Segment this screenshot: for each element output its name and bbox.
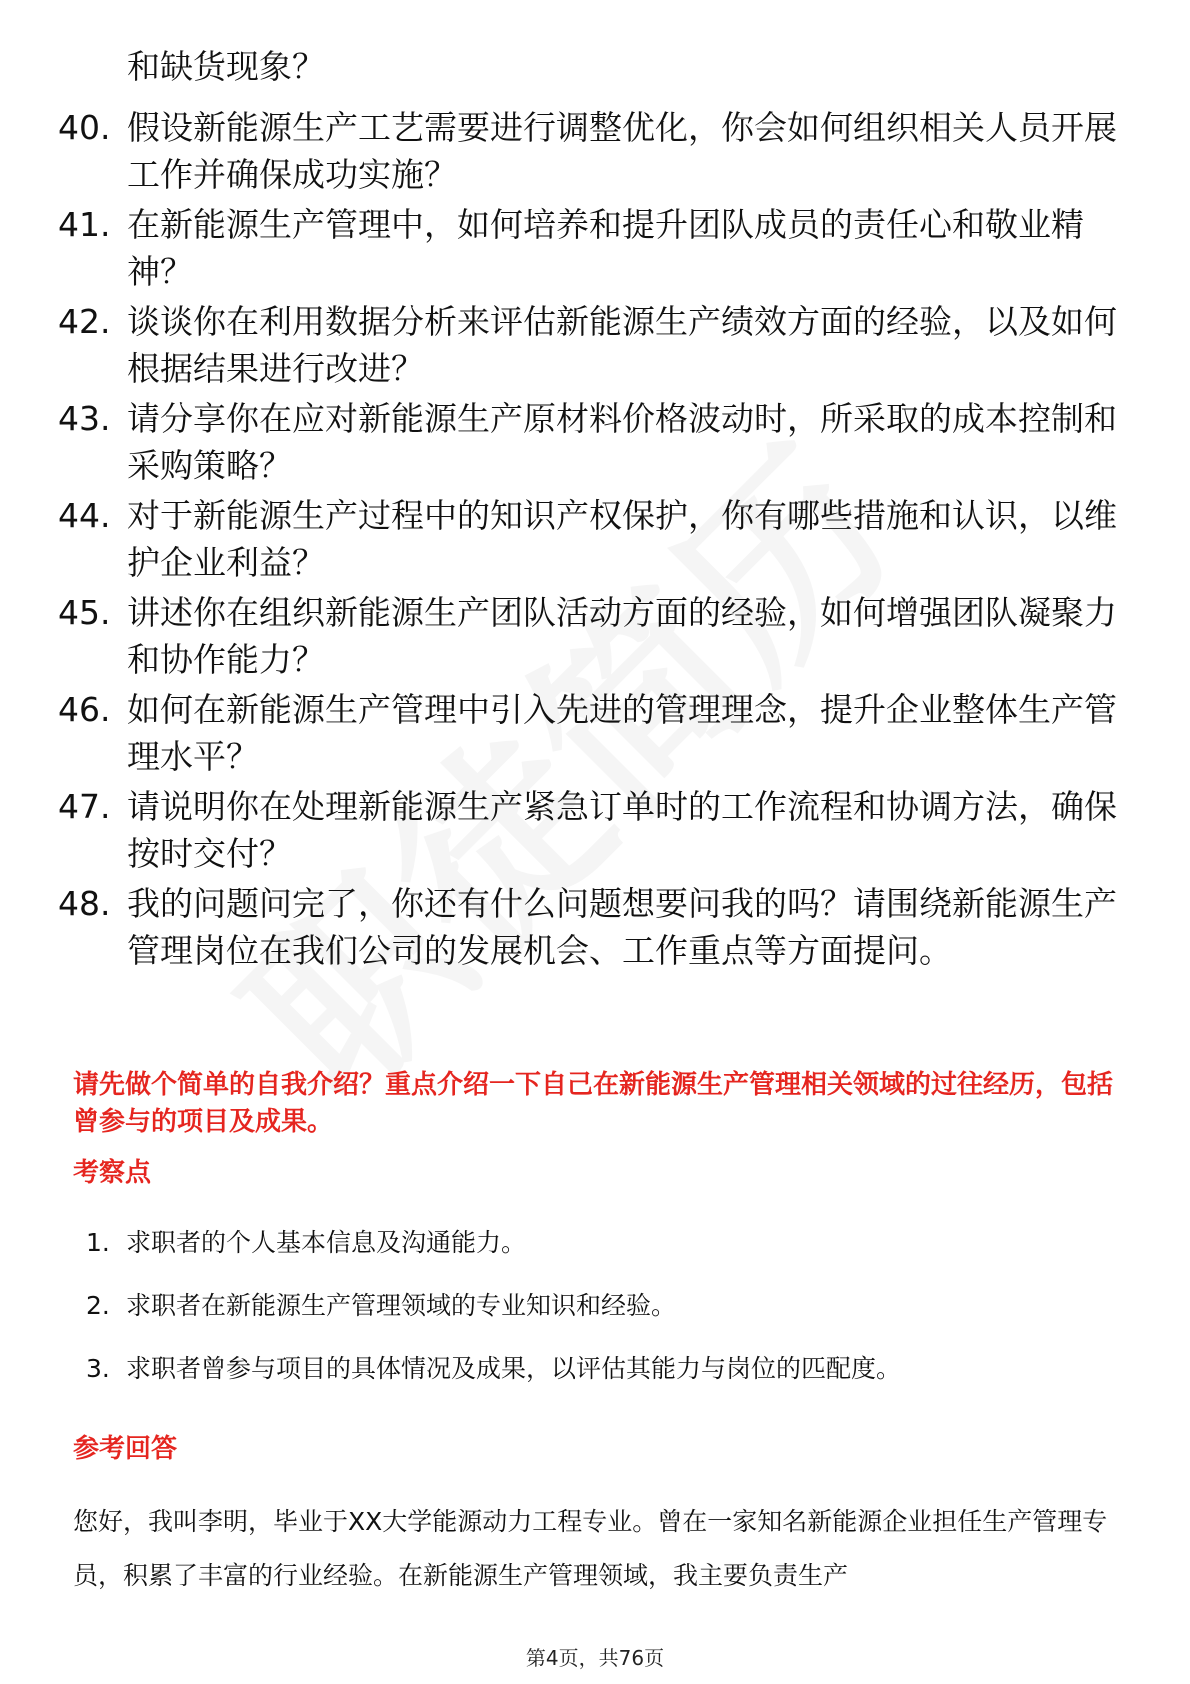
question-text: 如何在新能源生产管理中引入先进的管理理念，提升企业整体生产管理水平？	[127, 690, 1117, 776]
question-text: 对于新能源生产过程中的知识产权保护，你有哪些措施和认识，以维护企业利益？	[127, 496, 1117, 582]
question-text: 在新能源生产管理中，如何培养和提升团队成员的责任心和敬业精神？	[127, 205, 1084, 291]
question-text: 假设新能源生产工艺需要进行调整优化，你会如何组织相关人员开展工作并确保成功实施？	[127, 108, 1117, 194]
intro-question: 请先做个简单的自我介绍？重点介绍一下自己在新能源生产管理相关领域的过往经历，包括曾参与的项目及成果。	[73, 1070, 1114, 1137]
list-item-text: 求职者曾参与项目的具体情况及成果，以评估其能力与岗位的匹配度。	[126, 1354, 902, 1383]
question-number: 44.	[58, 496, 111, 535]
question-number: 41.	[58, 205, 111, 244]
question-number: 46.	[58, 690, 111, 729]
answer-paragraph: 您好，我叫李明，毕业于XX大学能源动力工程专业。曾在一家知名新能源企业担任生产管理专员，积累了丰富的行业经验。在新能源生产管理领域，我主要负责生产	[73, 1507, 1108, 1590]
list-item-text: 求职者在新能源生产管理领域的专业知识和经验。	[126, 1291, 677, 1320]
question-number: 45.	[58, 593, 111, 632]
question-number: 43.	[58, 399, 111, 438]
list-item-number: 2.	[86, 1291, 110, 1320]
question-text: 和缺货现象？	[127, 47, 325, 86]
question-number: 42.	[58, 302, 111, 341]
question-text: 谈谈你在利用数据分析来评估新能源生产绩效方面的经验，以及如何根据结果进行改进？	[127, 302, 1117, 388]
page-footer: 第4页，共76页	[525, 1646, 665, 1670]
list-item-text: 求职者的个人基本信息及沟通能力。	[126, 1228, 527, 1257]
question-text: 我的问题问完了，你还有什么问题想要问我的吗？请围绕新能源生产管理岗位在我们公司的发展机会、工作重点等方面提问。	[127, 884, 1117, 970]
list-item-number: 3.	[86, 1354, 110, 1383]
question-number: 48.	[58, 884, 111, 923]
answer-heading: 参考回答	[73, 1434, 178, 1464]
question-number: 47.	[58, 787, 111, 826]
list-item-number: 1.	[86, 1228, 110, 1257]
question-text: 请分享你在应对新能源生产原材料价格波动时，所采取的成本控制和采购策略？	[127, 399, 1117, 485]
points-heading: 考察点	[73, 1158, 152, 1188]
question-text: 请说明你在处理新能源生产紧急订单时的工作流程和协调方法，确保按时交付？	[127, 787, 1117, 873]
question-number: 40.	[58, 108, 111, 147]
question-text: 讲述你在组织新能源生产团队活动方面的经验，如何增强团队凝聚力和协作能力？	[127, 593, 1117, 679]
